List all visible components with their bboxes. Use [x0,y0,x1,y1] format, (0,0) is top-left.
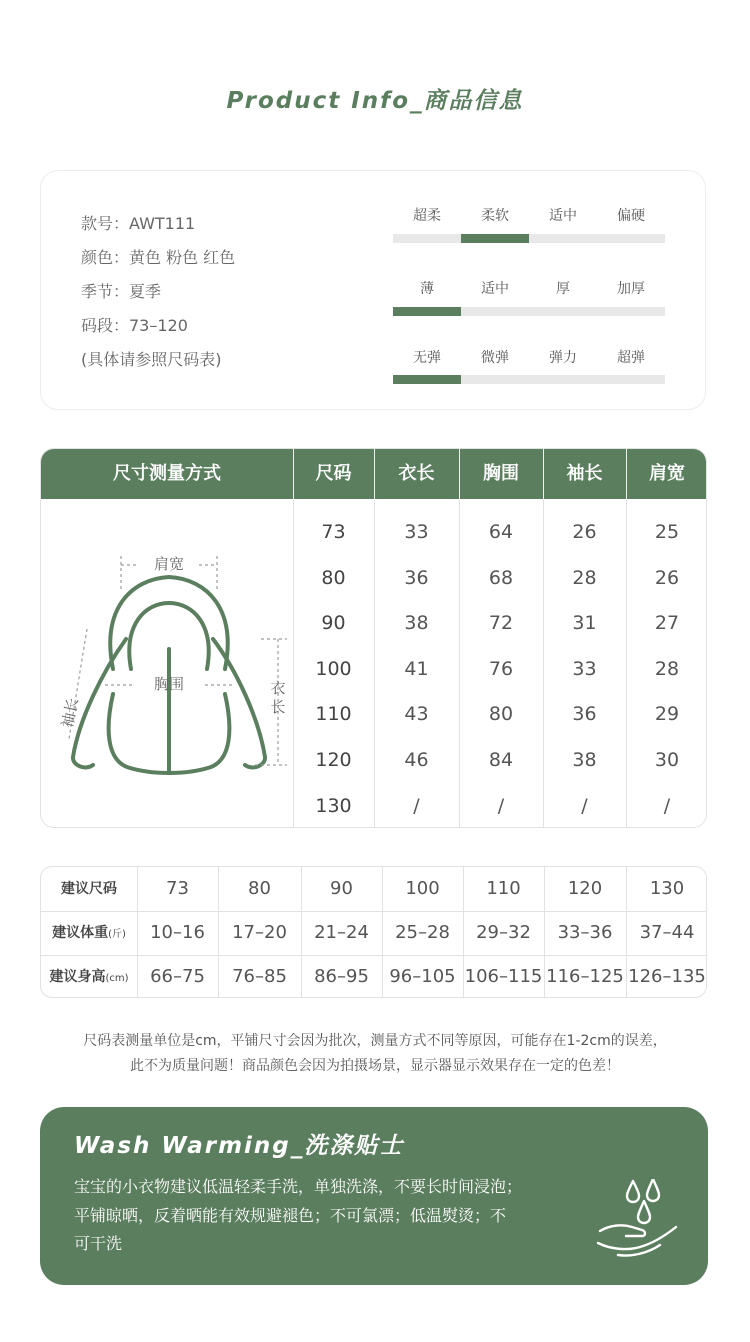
wash-tips-line: 平铺晾晒，反着晒能有效规避褪色；不可氯漂；低温熨烫；不 [74,1205,507,1225]
scale-label: 微弹 [481,350,509,366]
cell-size: 120 [315,749,352,771]
rec-cell: 73 [166,878,189,899]
cell-sleeve: / [581,794,588,817]
header-divider [293,449,294,499]
scale-label: 无弹 [413,350,441,366]
rec-cell: 66–75 [150,966,205,987]
header-chest: 胸围 [483,463,519,484]
product-info-card [40,170,706,410]
scale-indicator [393,307,461,316]
rec-label-text: 建议身高 [49,969,106,985]
cell-chest: / [497,794,505,817]
header-divider [626,449,627,499]
rec-cell: 96–105 [389,966,456,987]
info-colors: 颜色：黄色 粉色 红色 [81,248,236,267]
cell-shoulder: / [663,794,671,817]
cell-size: 90 [321,612,346,635]
cell-length: 46 [404,749,429,771]
scale-indicator [393,375,461,384]
rec-cell: 10–16 [150,922,205,943]
cell-length: 43 [404,703,429,726]
rec-cell: 33–36 [557,922,613,943]
cell-shoulder: 25 [654,521,680,543]
rec-cell: 29–32 [476,922,531,943]
cell-sleeve: 26 [572,521,597,543]
cell-chest: 80 [488,703,514,726]
cell-length: / [413,794,420,817]
header-shoulder: 肩宽 [649,463,685,484]
size-chart-table [40,448,707,828]
cell-length: 41 [404,657,429,680]
thickness-scale-labels [393,278,665,298]
cell-sleeve: 31 [572,612,597,635]
recommended-size-table [40,866,707,998]
cell-shoulder: 26 [654,566,680,589]
scale-label: 适中 [549,208,577,224]
cell-size: 110 [315,703,352,726]
rec-cell: 86–95 [314,966,369,987]
wash-tips-panel [40,1107,708,1285]
rec-label-text: 建议体重 [52,925,109,941]
rec-label-text: 建议尺码 [61,881,117,897]
cell-shoulder: 29 [654,703,680,726]
cell-chest: 76 [488,657,514,680]
rec-cell: 21–24 [314,922,369,943]
hand-wash-icon [596,1179,680,1259]
info-season: 季节：夏季 [81,282,162,301]
cell-size: 80 [321,566,346,589]
diagram-label-length-1: 衣 [270,679,286,697]
cell-shoulder: 27 [654,612,680,635]
diagram-label-shoulder: 肩宽 [153,555,185,573]
scale-label: 超柔 [413,208,441,224]
cell-sleeve: 33 [572,657,597,680]
info-size-range: 码段：73–120 [81,316,188,335]
cell-sleeve: 28 [572,566,597,589]
cell-length: 38 [404,612,429,635]
scale-label: 偏硬 [617,208,645,224]
rec-label-unit: (cm) [105,973,129,984]
rec-label-height [41,955,137,998]
wash-tips-title: Wash Warming_洗涤贴士 [74,1133,405,1159]
rec-label-weight [41,911,137,955]
jacket-measurement-diagram [41,499,293,828]
info-style-number: 款号：AWT111 [81,214,196,233]
scale-label: 适中 [481,281,509,297]
rec-cell: 100 [405,878,440,899]
rec-cell: 126–135 [628,966,706,987]
header-size: 尺码 [315,463,352,484]
page-title: Product Info_商品信息 [226,88,524,114]
cell-length: 36 [404,566,429,589]
info-size-note: (具体请参照尺码表) [81,350,222,369]
cell-sleeve: 38 [572,749,597,771]
scale-label: 厚 [556,281,570,297]
wash-tips-line: 宝宝的小衣物建议低温轻柔手洗，单独洗涤，不要长时间浸泡； [74,1177,523,1196]
diagram-label-sleeve: 袖长 [58,696,83,730]
rec-cell: 116–125 [546,966,624,987]
scale-label: 弹力 [549,350,577,366]
cell-chest: 72 [488,612,514,635]
header-length: 衣长 [398,463,435,484]
softness-scale-labels [393,205,665,225]
header-divider [543,449,544,499]
thickness-scale-bar [393,307,665,316]
cell-size: 73 [321,521,346,543]
rec-cell: 90 [330,878,353,899]
scale-label: 薄 [420,281,434,297]
elasticity-scale-labels [393,347,665,367]
rec-cell: 80 [248,878,271,899]
cell-size: 130 [315,794,352,817]
wash-tips-line: 可干洗 [74,1234,123,1253]
rec-label-unit: (斤) [108,929,126,940]
cell-length: 33 [404,521,429,543]
elasticity-scale-bar [393,375,665,384]
size-note-line-2: 此不为质量问题！商品颜色会因为拍摄场景，显示器显示效果存在一定的色差！ [130,1058,620,1074]
header-sleeve: 袖长 [566,463,603,484]
rec-cell: 106–115 [464,966,543,987]
diagram-label-chest: 胸围 [153,675,185,693]
cell-size: 100 [315,657,352,680]
cell-chest: 64 [488,521,514,543]
rec-cell: 130 [649,878,685,899]
cell-shoulder: 30 [654,749,680,771]
cell-chest: 84 [488,749,514,771]
scale-indicator [461,234,529,243]
cell-shoulder: 28 [654,657,680,680]
diagram-label-length-2: 长 [270,698,286,716]
header-divider [459,449,460,499]
rec-cell: 120 [567,878,603,899]
scale-label: 柔软 [481,208,509,224]
rec-cell: 76–85 [232,966,287,987]
scale-label: 超弹 [617,350,645,366]
rec-cell: 37–44 [639,922,695,943]
size-note-line-1: 尺码表测量单位是cm，平铺尺寸会因为批次，测量方式不同等原因，可能存在1-2cm的误差， [83,1033,667,1049]
rec-label-size [41,867,137,911]
header-divider [374,449,375,499]
softness-scale-bar [393,234,665,243]
wash-tips-text [74,1173,574,1259]
measure-guides [69,556,287,765]
cell-sleeve: 36 [572,703,597,726]
rec-cell: 110 [486,878,521,899]
rec-cell: 25–28 [395,922,450,943]
rec-cell: 17–20 [232,922,287,943]
header-measure-method: 尺寸测量方式 [113,463,221,484]
cell-chest: 68 [488,566,514,589]
scale-label: 加厚 [617,281,645,297]
